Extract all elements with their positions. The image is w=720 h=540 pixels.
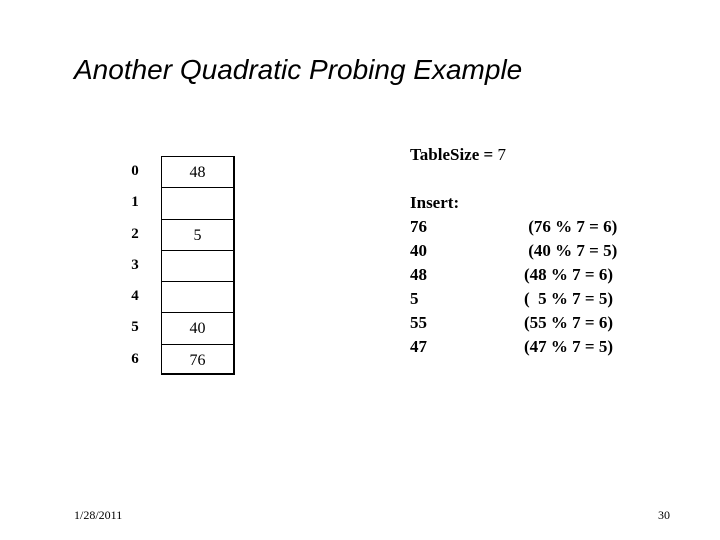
- slot-cell: 76: [161, 344, 235, 375]
- info-block: [410, 143, 618, 359]
- footer-date: 1/28/2011: [74, 508, 123, 522]
- insert-key: 76: [410, 217, 427, 236]
- slot-cell: 5: [161, 219, 235, 250]
- slot-index: 2: [131, 225, 139, 242]
- page-number: 30: [658, 508, 670, 522]
- slot-cell: [161, 187, 235, 218]
- slot-cell: 48: [161, 156, 235, 187]
- insert-key: 40: [410, 241, 427, 260]
- insert-key: 55: [410, 313, 427, 332]
- insert-row: [410, 335, 614, 359]
- insert-row: [410, 311, 614, 335]
- slot-cell: [161, 250, 235, 281]
- slot-index: 4: [131, 288, 139, 305]
- slide-title: Another Quadratic Probing Example: [74, 54, 523, 85]
- tablesize-line: [410, 143, 506, 167]
- insert-hash: (40 % 7 = 5): [524, 241, 618, 260]
- insert-hash: ( 5 % 7 = 5): [524, 289, 614, 308]
- insert-row: [410, 263, 614, 287]
- slot-index: 5: [131, 319, 139, 336]
- slot-index: 6: [131, 350, 139, 367]
- insert-row: [410, 239, 618, 263]
- insert-row: [410, 215, 618, 239]
- insert-hash: (47 % 7 = 5): [524, 337, 614, 356]
- insert-hash: (55 % 7 = 6): [524, 313, 614, 332]
- insert-label: Insert:: [410, 193, 460, 212]
- insert-key: 5: [410, 289, 419, 308]
- slot-index: 0: [131, 163, 139, 179]
- slot-index: 3: [131, 256, 139, 273]
- insert-key: 48: [410, 265, 427, 284]
- slot-index: 1: [131, 194, 139, 211]
- tablesize-value: 7: [497, 145, 506, 164]
- insert-key: 47: [410, 337, 427, 356]
- tablesize-label: TableSize =: [410, 145, 498, 164]
- spacer: [410, 167, 506, 191]
- slot-cell: [161, 281, 235, 312]
- insert-hash: (76 % 7 = 6): [524, 217, 618, 236]
- slot-cell: 40: [161, 312, 235, 343]
- insert-row: [410, 287, 614, 311]
- insert-hash: (48 % 7 = 6): [524, 265, 614, 284]
